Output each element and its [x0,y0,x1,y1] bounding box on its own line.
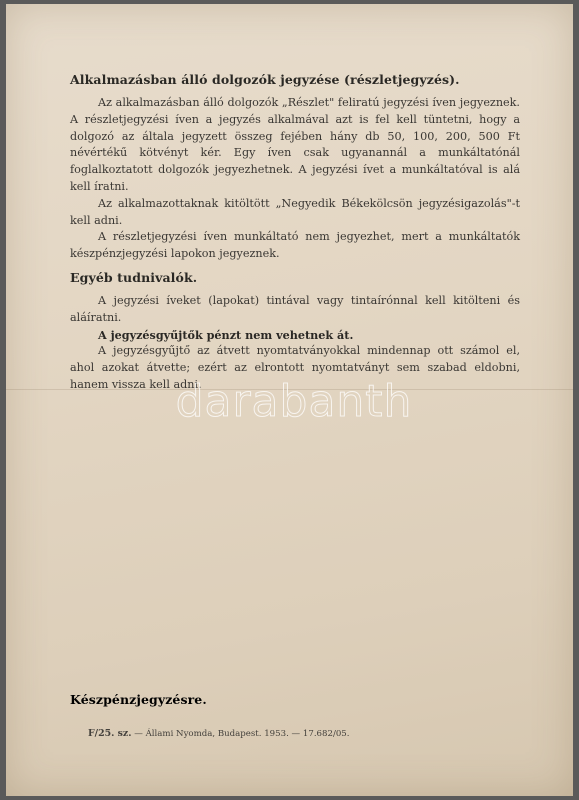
printer-imprint [88,728,350,739]
paragraph: Az alkalmazottaknak kitöltött „Negyedik Békekölcsön jegyzésigazolás"-t kell adni. [70,196,520,227]
form-code: F/25. sz. [88,728,132,739]
section-employee-subscription [70,72,520,263]
paragraph: Az alkalmazásban álló dolgozók „Részlet" feliratú jegyzési íven jegyeznek. A részletjegyzési íven a jegyzés alkalmával azt is fel kell tüntetni, hogy a dolgozó az általa jegyzett összeg fejében hány db 50, 100, 200, 500 Ft névértékű kötvényt kér. Egy íven csak ugyanannál a munkáltatónál foglalkoztatott dolgozók jegyezhetnek. A jegyzési ívet a munkáltatóval is alá kell íratni. [70,96,520,193]
section-heading: Egyéb tudnivalók. [70,270,198,285]
paragraph: A részletjegyzési íven munkáltató nem jegyezhet, mert a munkáltatók készpénzjegyzési lapokon jegyeznek. [70,230,520,261]
paragraph-emphasis: A jegyzésgyűjtők pénzt nem vehetnek át. [98,327,354,342]
document-sheet [6,4,573,796]
paragraph: A jegyzési íveket (lapokat) tintával vagy tintaírónnal kell kitölteni és aláíratni. [70,294,520,324]
imprint-text: — Állami Nyomda, Budapest. 1953. — 17.682/05. [131,729,350,739]
watermark-text: darabanth [175,376,413,427]
section-heading: Alkalmazásban álló dolgozók jegyzése (részletjegyzés). [70,72,460,87]
footer-heading: Készpénzjegyzésre. [70,692,207,707]
paragraph: A jegyzésgyűjtő az átvett nyomtatványokkal mindennap ott számol el, ahol azokat átvette; ezért az elrontott nyomtatványt sem szabad eldobni, hanem vissza kell adni. [70,344,520,391]
